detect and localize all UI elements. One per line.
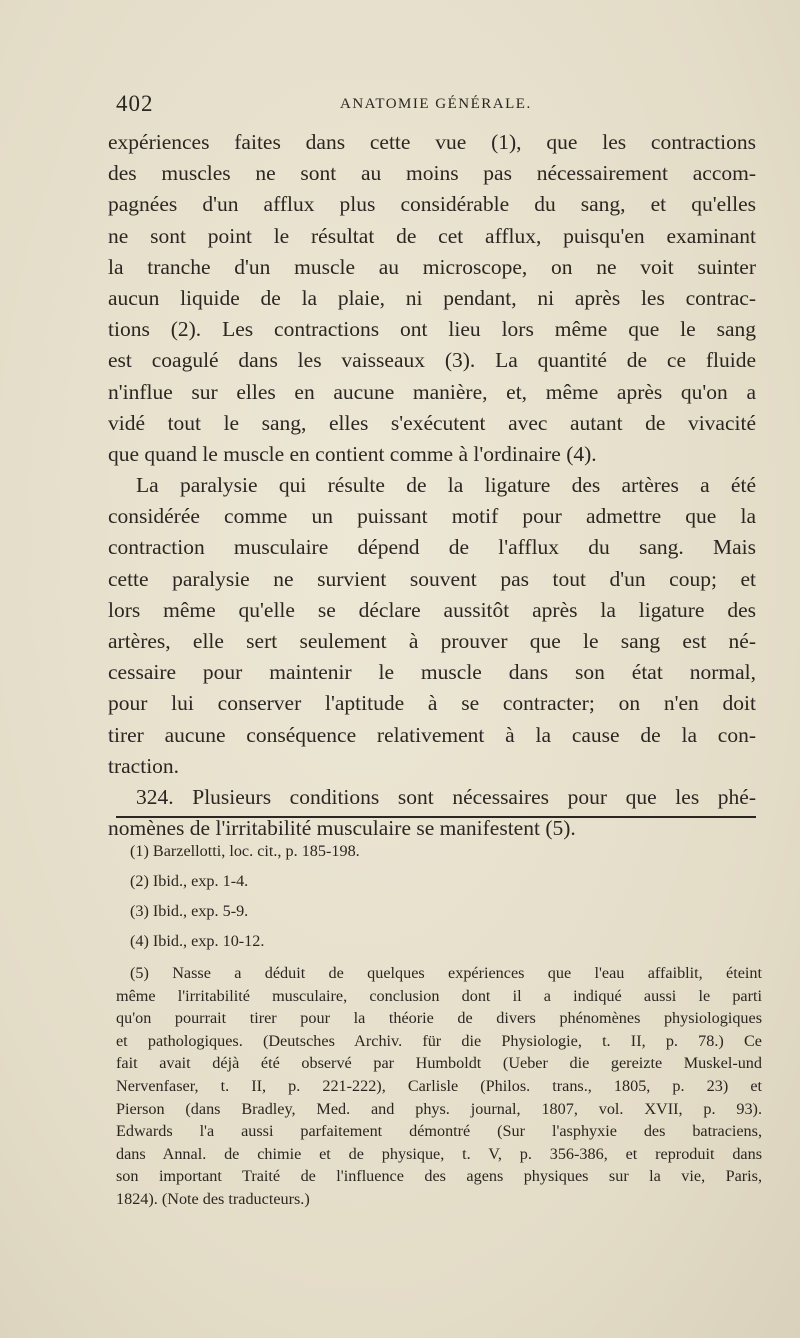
text-line: que quand le muscle en contient comme à l'ordinaire (4). xyxy=(108,441,597,466)
text-line: pagnées d'un afflux plus considérable du sang, et qu'elles xyxy=(108,192,756,217)
footnote-3: (3) Ibid., exp. 5-9. xyxy=(130,902,249,920)
text-line: cessaire pour maintenir le muscle dans son état normal, xyxy=(108,660,756,685)
section-324-line: 324. Plusieurs conditions sont nécessaires pour que les phé- xyxy=(136,784,756,809)
text-line: contraction musculaire dépend de l'afflux du sang. Mais xyxy=(108,535,756,560)
text-line: considérée comme un puissant motif pour admettre que la xyxy=(108,504,756,529)
text-line: vidé tout le sang, elles s'exécutent avec autant de vivacité xyxy=(108,410,756,435)
footnote-5-line: son important Traité de l'influence des agens physiques sur la vie, Paris, xyxy=(116,1167,762,1186)
page-header xyxy=(116,91,741,121)
text-line: cette paralysie ne survient souvent pas tout d'un coup; et xyxy=(108,566,756,591)
body-text xyxy=(108,127,756,844)
footnote-5-line: et pathologiques. (Deutsches Archiv. für die Physiologie, t. II, p. 78.) Ce xyxy=(116,1031,762,1050)
footnote-5-line: Edwards l'a aussi parfaitement démontré (Sur l'asphyxie des batraciens, xyxy=(116,1122,762,1141)
footnotes xyxy=(116,836,762,1211)
text-line: n'influe sur elles en aucune manière, et, même après qu'on a xyxy=(108,379,756,404)
footnote-5-line: fait avait déjà été observé par Humboldt (Ueber die gereizte Muskel-und xyxy=(116,1054,762,1073)
text-line: lors même qu'elle se déclare aussitôt après la ligature des xyxy=(108,597,756,622)
footnote-divider xyxy=(116,816,756,818)
text-line: tirer aucune conséquence relativement à la cause de la con- xyxy=(108,722,756,747)
footnote-5-line: Nervenfaser, t. II, p. 221-222), Carlisle (Philos. trans., 1805, p. 23) et xyxy=(116,1076,762,1095)
footnote-5-line: (5) Nasse a déduit de quelques expériences que l'eau affaiblit, éteint xyxy=(130,964,762,982)
footnote-5-line: même l'irritabilité musculaire, conclusion dont il a indiqué aussi le parti xyxy=(116,986,762,1005)
text-line: des muscles ne sont au moins pas nécessairement accom- xyxy=(108,161,756,186)
text-line: traction. xyxy=(108,753,180,778)
text-line: artères, elle sert seulement à prouver que le sang est né- xyxy=(108,629,756,653)
footnote-2: (2) Ibid., exp. 1-4. xyxy=(130,872,249,890)
footnote-5-line: 1824). (Note des traducteurs.) xyxy=(116,1189,310,1208)
text-line: la tranche d'un muscle au microscope, on ne voit suinter xyxy=(108,254,756,279)
text-line: expériences faites dans cette vue (1), que les contractions xyxy=(108,130,756,154)
text-line: ne sont point le résultat de cet afflux, puisqu'en examinant xyxy=(108,223,756,248)
footnote-5-line: dans Annal. de chimie et de physique, t. V, p. 356-386, et reproduit dans xyxy=(116,1144,762,1163)
running-head: ANATOMIE GÉNÉRALE. xyxy=(340,96,532,112)
footnote-5-line: Pierson (dans Bradley, Med. and phys. journal, 1807, vol. XVII, p. 93). xyxy=(116,1099,762,1118)
footnote-5-line: qu'on pourrait tirer pour la théorie de divers phénomènes physiologiques xyxy=(116,1009,762,1028)
page-number: 402 xyxy=(116,91,154,116)
paragraph-start-line: La paralysie qui résulte de la ligature des artères a été xyxy=(136,473,756,498)
text-line: tions (2). Les contractions ont lieu lors même que le sang xyxy=(108,317,756,342)
text-line: nomènes de l'irritabilité musculaire se manifestent (5). xyxy=(108,816,576,841)
text-line: pour lui conserver l'aptitude à se contracter; on n'en doit xyxy=(108,691,756,716)
footnote-4: (4) Ibid., exp. 10-12. xyxy=(130,932,265,950)
text-line: est coagulé dans les vaisseaux (3). La quantité de ce fluide xyxy=(108,348,756,373)
text-line: aucun liquide de la plaie, ni pendant, ni après les contrac- xyxy=(108,285,756,310)
footnote-1: (1) Barzellotti, loc. cit., p. 185-198. xyxy=(130,842,360,860)
